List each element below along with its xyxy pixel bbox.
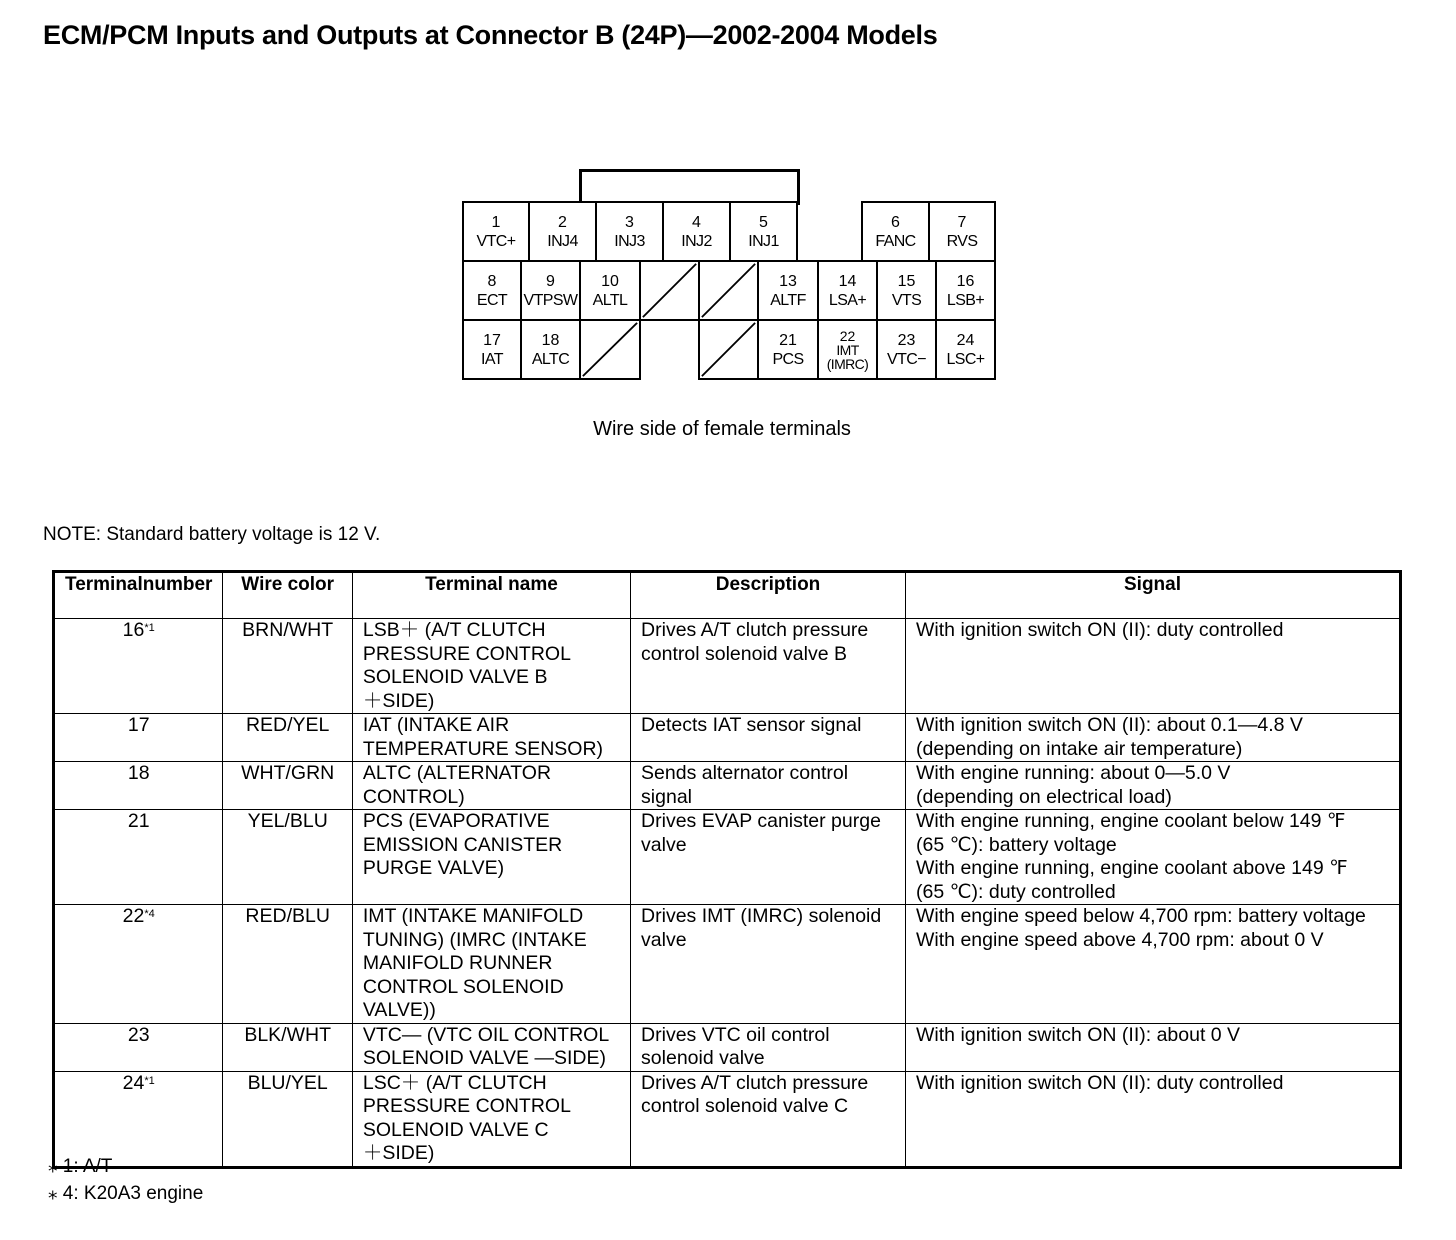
terminal-15 [876, 260, 937, 321]
terminal-number: 24 [956, 331, 975, 349]
terminal-8 [462, 260, 522, 321]
wire-color-cell: BLU/YEL [223, 1071, 352, 1167]
terminal-number: 18 [541, 331, 560, 349]
table-row [54, 810, 1401, 905]
terminal-label: PCS [772, 350, 804, 368]
terminal-label: LSC+ [946, 350, 985, 368]
terminal-3 [595, 201, 664, 262]
connector-lock-tab [579, 169, 800, 205]
terminal-number: 15 [897, 272, 916, 290]
signal-cell: With engine running, engine coolant below 149 ℉ (65 ℃): battery voltage With engine running, engine coolant above 149 ℉ (65 ℃): duty controlled [906, 810, 1401, 905]
terminal-name-cell: LSC＋ (A/T CLUTCH PRESSURE CONTROL SOLENOID VALVE C ＋SIDE) [352, 1071, 630, 1167]
terminal-1 [462, 201, 530, 262]
terminal-label: ALTC [531, 350, 570, 368]
table-header-row [54, 572, 1401, 619]
terminal-17 [462, 319, 522, 380]
terminal-number: 16 [956, 272, 975, 290]
terminal-label: INJ4 [547, 232, 578, 250]
table-row [54, 619, 1401, 714]
terminal-2 [528, 201, 597, 262]
terminal-6 [861, 201, 930, 262]
terminal-label: IMT [836, 341, 859, 358]
terminal-number: 22 [839, 327, 856, 344]
terminal-name-cell: VTC— (VTC OIL CONTROL SOLENOID VALVE —SIDE) [352, 1023, 630, 1071]
terminal-9 [520, 260, 581, 321]
description-cell: Drives VTC oil control solenoid valve [631, 1023, 906, 1071]
terminal-label: ALTL [592, 291, 628, 309]
terminal-number: 6 [891, 213, 900, 231]
terminal-7 [928, 201, 996, 262]
terminal-name-cell: ALTC (ALTERNATOR CONTROL) [352, 762, 630, 810]
terminal-label: VTS [891, 291, 922, 309]
signal-cell: With engine running: about 0—5.0 V (depending on electrical load) [906, 762, 1401, 810]
terminal-number: 1 [491, 213, 501, 231]
terminal-label: INJ2 [681, 232, 712, 250]
terminal-number: 4 [692, 213, 701, 231]
table-row [54, 714, 1401, 762]
terminal-number: 9 [546, 272, 555, 290]
header-terminal-number: Terminalnumber [54, 572, 223, 619]
signal-cell: With ignition switch ON (II): duty controlled [906, 619, 1401, 714]
terminal-table [52, 570, 1402, 1169]
terminal-number: 5 [759, 213, 768, 231]
terminal-name-cell: PCS (EVAPORATIVE EMISSION CANISTER PURGE VALVE) [352, 810, 630, 905]
terminal-label: VTPSW [523, 291, 578, 309]
terminal-label-alt: (IMRC) [826, 355, 869, 372]
terminal-number: 21 [779, 331, 797, 349]
terminal-12-unused [698, 260, 759, 321]
battery-note: NOTE: Standard battery voltage is 12 V. [43, 524, 381, 545]
terminal-label: INJ1 [748, 232, 779, 250]
wire-color-cell: BLK/WHT [223, 1023, 352, 1071]
terminal-number: 17 [483, 331, 501, 349]
footnote-1: ⁎ 1: A/T [48, 1156, 113, 1177]
terminal-number-cell: 21 [54, 810, 223, 905]
terminal-label: FANC [875, 232, 916, 250]
terminal-16 [935, 260, 996, 321]
description-cell: Sends alternator control signal [631, 762, 906, 810]
terminal-label: ALTF [770, 291, 806, 309]
terminal-11-unused [639, 260, 700, 321]
terminal-name-cell: IAT (INTAKE AIR TEMPERATURE SENSOR) [352, 714, 630, 762]
terminal-4 [662, 201, 731, 262]
terminal-number-cell: 18 [54, 762, 223, 810]
terminal-name-cell: LSB＋ (A/T CLUTCH PRESSURE CONTROL SOLENOID VALVE B ＋SIDE) [352, 619, 630, 714]
terminal-number-cell: 23 [54, 1023, 223, 1071]
terminal-label: INJ3 [614, 232, 645, 250]
terminal-label: LSB+ [946, 291, 985, 309]
terminal-number-cell: 22$^{*4}$ [54, 905, 223, 1024]
description-cell: Detects IAT sensor signal [631, 714, 906, 762]
header-wire-color: Wire color [223, 572, 352, 619]
table-body [54, 619, 1401, 1168]
signal-cell: With ignition switch ON (II): about 0.1—4.8 V (depending on intake air temperature) [906, 714, 1401, 762]
terminal-number: 13 [779, 272, 797, 290]
wire-color-cell: RED/BLU [223, 905, 352, 1024]
terminal-label: ECT [476, 291, 508, 309]
header-description: Description [631, 572, 906, 619]
header-signal: Signal [906, 572, 1401, 619]
terminal-19-unused [579, 319, 641, 380]
page-title: ECM/PCM Inputs and Outputs at Connector B (24P)—2002-2004 Models [43, 20, 938, 50]
terminal-number: 3 [625, 213, 634, 231]
connector-caption: Wire side of female terminals [593, 418, 851, 440]
terminal-number-cell: 24$^{*1}$ [54, 1071, 223, 1167]
table-row [54, 1071, 1401, 1167]
terminal-name-cell: IMT (INTAKE MANIFOLD TUNING) (IMRC (INTAKE MANIFOLD RUNNER CONTROL SOLENOID VALVE)) [352, 905, 630, 1024]
footnote-marker: *1 [144, 622, 155, 634]
terminal-label: VTC− [887, 350, 926, 368]
footnote-marker: *1 [144, 1074, 155, 1087]
terminal-10 [579, 260, 641, 321]
description-cell: Drives A/T clutch pressure control solenoid valve C [631, 1071, 906, 1167]
terminal-label: RVS [946, 232, 978, 250]
wire-color-cell: RED/YEL [223, 714, 352, 762]
description-cell: Drives A/T clutch pressure control solenoid valve B [631, 619, 906, 714]
terminal-23 [876, 319, 937, 380]
wire-color-cell: WHT/GRN [223, 762, 352, 810]
wire-color-cell: BRN/WHT [223, 619, 352, 714]
terminal-18 [520, 319, 581, 380]
footnote-marker: *4 [144, 908, 155, 920]
terminal-14 [817, 260, 878, 321]
signal-cell: With ignition switch ON (II): duty controlled [906, 1071, 1401, 1167]
signal-cell: With engine speed below 4,700 rpm: battery voltage With engine speed above 4,700 rpm: about 0 V [906, 905, 1401, 1024]
terminal-number: 7 [957, 213, 967, 231]
header-terminal-name: Terminal name [352, 572, 630, 619]
description-cell: Drives IMT (IMRC) solenoid valve [631, 905, 906, 1024]
terminal-number: 8 [487, 272, 497, 290]
terminal-22 [817, 319, 878, 380]
table-row [54, 762, 1401, 810]
terminal-number: 23 [897, 331, 916, 349]
terminal-number: 2 [558, 213, 567, 231]
terminal-label: IAT [481, 350, 503, 368]
wire-color-cell: YEL/BLU [223, 810, 352, 905]
terminal-20-unused [698, 319, 759, 380]
terminal-label: LSA+ [828, 291, 867, 309]
terminal-number-cell: 17 [54, 714, 223, 762]
terminal-number: 14 [838, 272, 857, 290]
description-cell: Drives EVAP canister purge valve [631, 810, 906, 905]
terminal-number-cell: 16$^{*1}$ [54, 619, 223, 714]
table-row [54, 905, 1401, 1024]
terminal-number: 10 [601, 272, 619, 290]
terminal-21 [757, 319, 819, 380]
table-row [54, 1023, 1401, 1071]
terminal-24 [935, 319, 996, 380]
signal-cell: With ignition switch ON (II): about 0 V [906, 1023, 1401, 1071]
terminal-5 [729, 201, 798, 262]
footnote-4: ⁎ 4: K20A3 engine [48, 1183, 204, 1204]
terminal-13 [757, 260, 819, 321]
terminal-label: VTC+ [476, 232, 516, 250]
